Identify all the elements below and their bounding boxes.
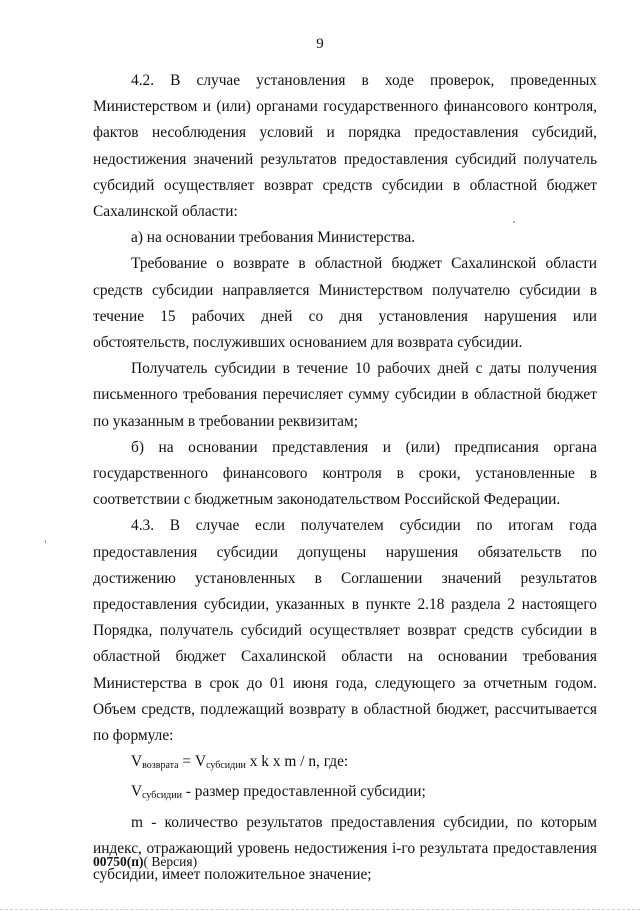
definition-v	[93, 779, 597, 809]
page-number: 9	[316, 36, 324, 52]
scan-speck	[45, 540, 46, 543]
document-version: ( Версия)	[143, 854, 198, 869]
paragraph-requirement: Требование о возврате в областной бюджет Сахалинской области средств субсидии направляется Министерством получателю субсидии в течение 15 рабочих дней со дня установления нарушения или обстоятельств, послуживших основанием для возврата субсидии.	[93, 255, 597, 352]
paragraph-4-3: 4.3. В случае если получателем субсидии по итогам года предоставления субсидии допущены нарушения обязательств по достижению установленных в Соглашении значений результатов предоставления субсидии, указанных в пункте 2.18 раздела 2 настоящего Порядка, получатель субсидий осуществляет возврат средств субсидии в областной бюджет Сахалинской области на основании требования Министерства в срок до 01 июня года, следующего за отчетным годом. Объем средств, подлежащий возврату в областной бюджет, рассчитывается по формуле:	[93, 517, 597, 745]
definition-m: m - количество результатов предоставления субсидии, по которым индекс, отражающий уровень недостижения i-го результата предоставления субсидии, имеет положительное значение;	[93, 813, 597, 884]
paragraph-item-a: а) на основании требования Министерства.	[131, 229, 416, 247]
formula-equals: = V	[178, 753, 207, 771]
formula-expression: x k x m / n, где:	[245, 753, 349, 771]
formula-subscript-return: возврата	[142, 760, 179, 772]
formula-subscript-subsidy: субсидии	[206, 760, 246, 772]
paragraph-recipient-obligation: Получатель субсидии в течение 10 рабочих дней с даты получения письменного требования перечисляет сумму субсидии в областной бюджет по указанным в требовании реквизитам;	[93, 360, 597, 430]
formula-v-symbol: V	[131, 753, 143, 771]
document-footer	[93, 854, 197, 870]
scan-speck	[513, 221, 515, 223]
document-code: 00750(п)	[93, 854, 144, 869]
paragraph-item-b: б) на основании представления и (или) предписания органа государственного финансового контроля в сроки, установленные в соответствии с бюджетным законодательством Российской Федерации.	[93, 438, 597, 509]
paragraph-4-2: 4.2. В случае установления в ходе проверок, проведенных Министерством и (или) органами государственного финансового контроля, фактов несоблюдения условий и порядка предоставления субсидий, недостижения значений результатов предоставления субсидий получатель субсидий осуществляет возврат средств субсидии в областной бюджет Сахалинской области:	[93, 72, 597, 221]
document-body	[93, 68, 597, 888]
formula	[93, 749, 597, 779]
definition-v-symbol: V	[131, 783, 143, 801]
definition-v-text: - размер предоставленной субсидии;	[181, 783, 426, 801]
definition-v-subscript: субсидии	[142, 790, 182, 802]
